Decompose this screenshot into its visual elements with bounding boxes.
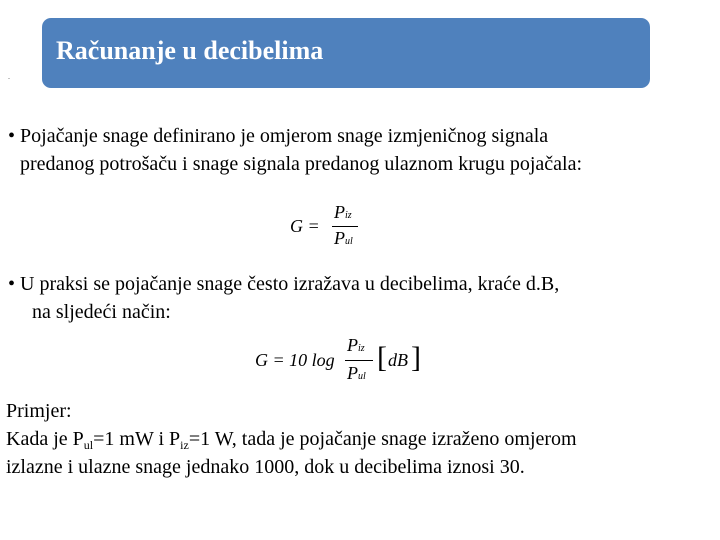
bullet1-line1: Pojačanje snage definirano je omjerom snage izmjeničnog signala — [20, 125, 549, 147]
gain-formula — [290, 200, 370, 258]
fraction-bar — [345, 360, 373, 361]
title-banner — [42, 18, 650, 88]
close-bracket: ] — [411, 341, 421, 374]
bullet-paragraph-2 — [8, 270, 559, 326]
bullet-marker: • — [8, 125, 16, 147]
decorative-dot: . — [8, 72, 10, 81]
example-block — [6, 397, 577, 481]
formula1-numerator: Piz — [334, 202, 352, 222]
bullet2-line1: U praksi se pojačanje snage često izražava u decibelima, kraće d.B, — [20, 273, 560, 295]
slide-title: Računanje u decibelima — [56, 36, 324, 65]
bullet-paragraph-1 — [8, 122, 582, 178]
example-heading: Primjer: — [6, 400, 72, 422]
formula1-lhs: G = — [290, 216, 320, 236]
formula1-denominator: Pul — [334, 228, 353, 248]
example-line1: Kada je $P_{ul}=1$ mW i $P_{iz}=1$ W, tada je pojačanje snage izraženo omjerom — [6, 428, 577, 452]
bullet-marker: • — [8, 273, 16, 295]
formula2-unit: dB — [388, 350, 408, 370]
formula2-numerator: Piz — [347, 335, 365, 355]
decibel-formula — [255, 333, 425, 393]
bullet2-line2: na sljedeći način: — [32, 301, 171, 323]
example-line2: izlazne i ulazne snage jednako 1000, dok u decibelima iznosi 30. — [6, 456, 525, 478]
formula2-lhs: G = 10 log — [255, 350, 335, 370]
open-bracket: [ — [377, 341, 387, 374]
fraction-bar — [332, 226, 358, 227]
bullet1-line2: predanog potrošaču i snage signala predanog ulaznom krugu pojačala: — [20, 153, 583, 175]
formula2-denominator: Pul — [347, 363, 366, 383]
